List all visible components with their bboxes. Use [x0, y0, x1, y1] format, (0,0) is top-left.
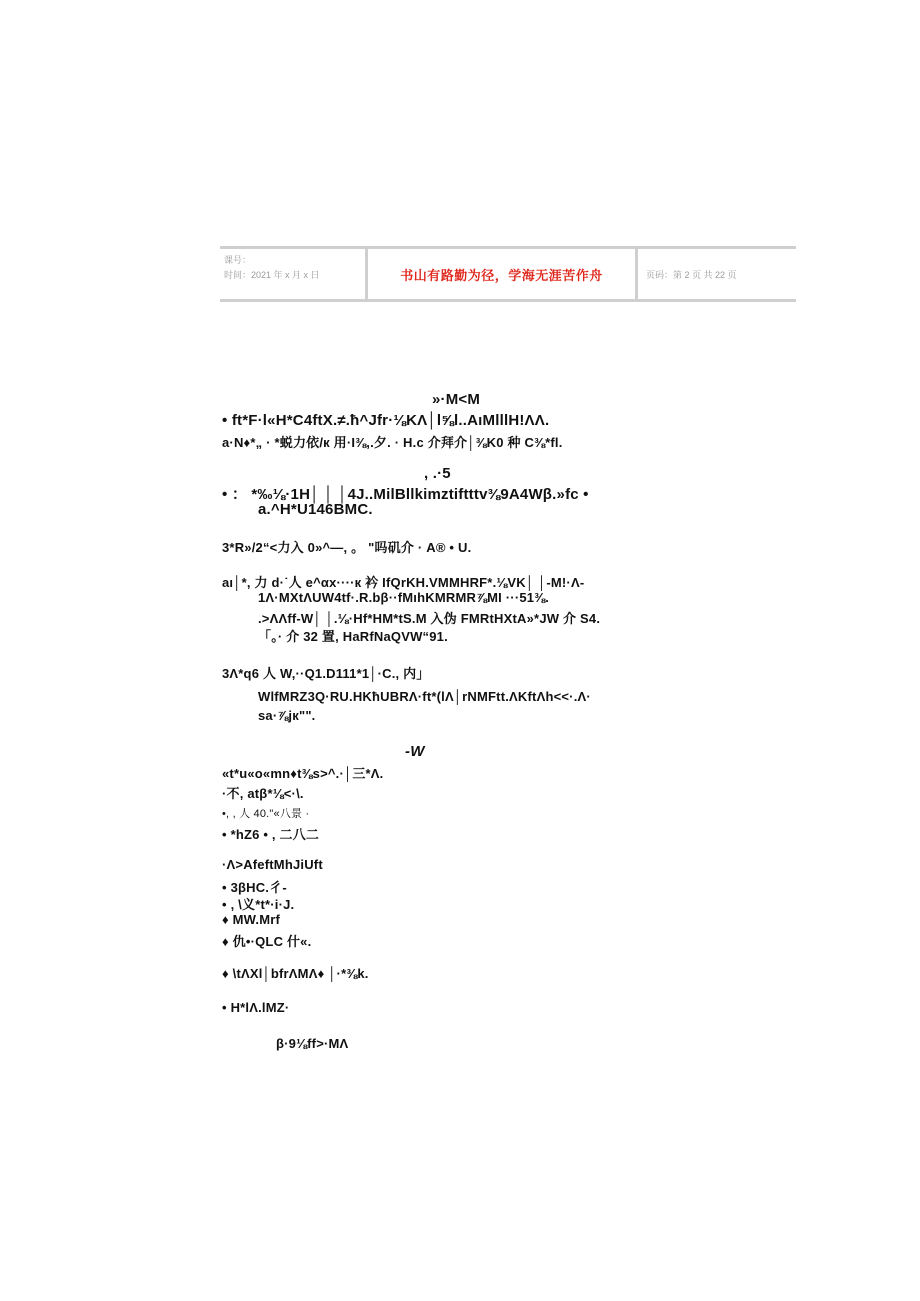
list-item: ♦ 仇•·QLC 什«. — [222, 934, 312, 949]
list-item: • H*lΛ.lMZ· — [222, 1000, 290, 1015]
header-page-cell — [638, 249, 796, 299]
body-line: WlfMRZ3Q·RU.HKħUBRΛ·ft*(lΛ│rNMFtt.ΛKftΛh<<·.Λ· — [258, 689, 591, 704]
list-item: • , \义*t*·i·J. — [222, 897, 295, 912]
list-item: ♦ MW.Mrf — [222, 912, 281, 927]
list-item: • 3βHC.彳- — [222, 880, 287, 895]
page-number: 页码：第 2 页 共 22 页 — [646, 269, 737, 280]
body-line: a·N♦*„ · *蜕力依/к 用·I⅜,.夕. · H.c 介拜介│⅜K0 种 C⅜*fl. — [222, 435, 563, 450]
body-line: sa·⅞jк"". — [258, 708, 316, 723]
header-title: 书山有路勤为径，学海无涯苦作舟 — [400, 268, 603, 284]
body-line: «t*u«o«mn♦t⅜s>^.·│三*Λ. — [222, 766, 384, 781]
header-meta — [220, 249, 368, 299]
body-line: •, , 人 40."«八景 · — [222, 808, 310, 820]
date-label: 时间：2021 年 x 月 x 日 — [224, 270, 320, 280]
body-line: .>ΛΛff-W│ │.⅛·Hf*HM*tS.M 入伪 FMRtHXtA»*JW 介 S4. — [258, 611, 601, 626]
body-line: 3*R»/2“<力入 0»^—, 。 "吗矶介 · A® • U. — [222, 540, 472, 555]
section-number: , .·5 — [424, 465, 451, 482]
course-label: 课号： — [224, 255, 252, 265]
header-title-cell — [368, 249, 638, 299]
subheading: -W — [405, 743, 425, 760]
body-line: β·9⅛ff>·MΛ — [276, 1036, 349, 1051]
list-item: ♦ \tΛXl│bfrΛMΛ♦ │·*⅜k. — [222, 966, 369, 981]
body-line: • ft*F·l«H*C4ftX.≠.ħ^Jfr·⅛KΛ│l⅝l..AıMlllH!ΛΛ. — [222, 412, 550, 429]
body-line: • ： *‰⅛·1H│ │ │4J..MilBllkimztiftttv⅜9A4Wβ.»fc • — [222, 486, 589, 503]
body-line: 「。· 介 32 置, HaRfNaQVW“91. — [258, 629, 448, 644]
body-line: 1Λ·MXtΛUW4tf·.R.bβ··fMıhKMRMR⅞MI ···51⅜. — [258, 590, 550, 605]
body-line: 3Λ*q6 人 W,··Q1.D111*1│·C., 内」 — [222, 666, 430, 681]
body-line: aı│*, 力 d·˙人 e^αx····к 衿 IfQrKH.VMMHRF*.⅛VK│ │-M!·Λ- — [222, 575, 585, 590]
document-header — [220, 246, 796, 302]
heading-line: »·M<M — [432, 391, 481, 408]
body-line: ·Λ>AfeftMhJiUft — [222, 857, 323, 872]
body-line: ·不, atβ*⅛<·\. — [222, 786, 304, 801]
body-line: • *hZ6 • , 二八二 — [222, 827, 320, 842]
body-line: a.^H*U146BMC. — [258, 501, 373, 518]
